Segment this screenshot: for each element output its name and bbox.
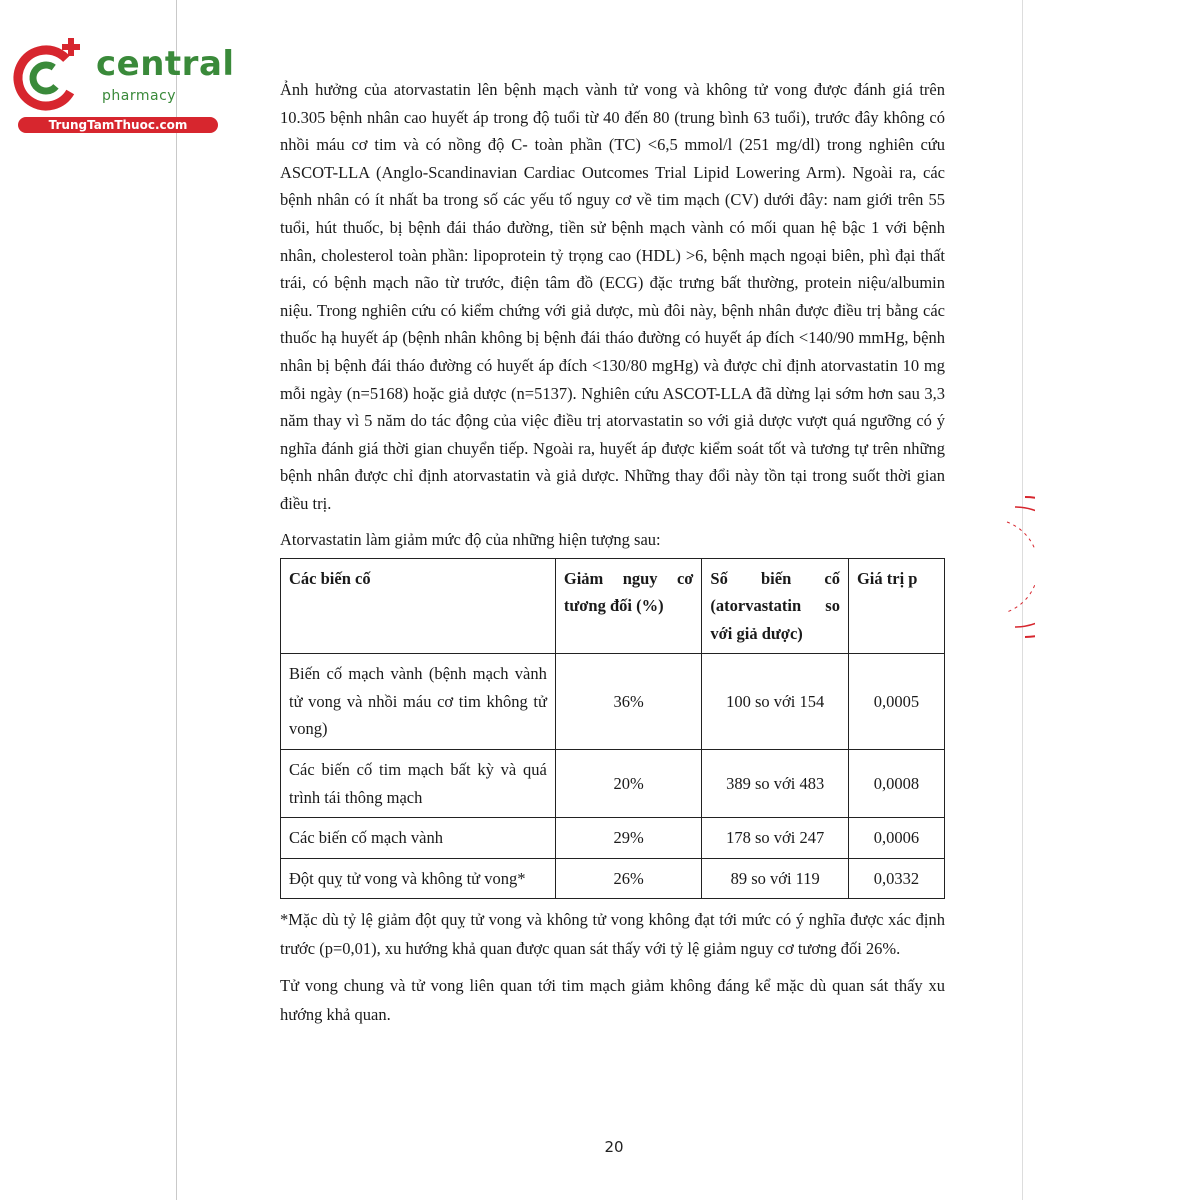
page-edge-left [176, 0, 177, 1200]
logo-url-badge: TrungTamThuoc.com [18, 117, 218, 133]
cell-relative-risk: 29% [555, 818, 702, 859]
cell-event: Biến cố mạch vành (bệnh mạch vành tử vong và nhồi máu cơ tim không tử vong) [281, 654, 556, 750]
cell-relative-risk: 36% [555, 654, 702, 750]
central-pharmacy-logo [10, 38, 235, 138]
table-row [281, 750, 945, 818]
table-row [281, 654, 945, 750]
paragraph-ascot-lla: Ảnh hưởng của atorvastatin lên bệnh mạch vành tử vong và không tử vong được đánh giá trên 10.305 bệnh nhân cao huyết áp trong độ tuổi từ 40 đến 80 (trung bình 63 tuổi), trước đây không có nhồi máu cơ tim và có nồng độ C- toàn phần (TC) <6,5 mmol/l (251 mg/dl) trong nghiên cứu ASCOT-LLA (Anglo-Scandinavian Cardiac Outcomes Trial Lipid Lowering Arm). Ngoài ra, các bệnh nhân có ít nhất ba trong số các yếu tố nguy cơ về tim mạch (CV) dưới đây: nam giới trên 55 tuổi, hút thuốc, bị bệnh đái tháo đường, tiền sử bệnh mạch vành có mối quan hệ bậc 1 với bệnh nhân, cholesterol toàn phần: lipoprotein tỷ trọng cao (HDL) >6, bệnh mạch ngoại biên, phì đại thất trái, có bệnh mạch não từ trước, điện tâm đồ (ECG) đặc trưng bất thường, protein niệu/albumin niệu. Trong nghiên cứu có kiểm chứng với giả dược, mù đôi này, bệnh nhân được điều trị bằng các thuốc hạ huyết áp (bệnh nhân không bị bệnh đái tháo đường có huyết áp đích <140/90 mmHg, bệnh nhân bị bệnh đái tháo đường có huyết áp đích <130/80 mgHg) và được chỉ định atorvastatin 10 mg mỗi ngày (n=5168) hoặc giả dược (n=5137). Nghiên cứu ASCOT-LLA đã dừng lại sớm hơn sau 3,3 năm thay vì 5 năm do tác động của việc điều trị atorvastatin so với giả dược vượt quá ngưỡng có ý nghĩa đánh giá thời gian chuyển tiếp. Ngoài ra, huyết áp được kiểm soát tốt và tương tự trên những bệnh nhân được chỉ định atorvastatin và giả dược. Những thay đổi này tồn tại trong suốt thời gian điều trị. [280, 80, 945, 513]
header-relative-risk: Giảm nguy cơ tương đối (%) [555, 558, 702, 654]
cell-p-value: 0,0332 [848, 858, 944, 899]
page-number: 20 [604, 1138, 624, 1156]
table-intro: Atorvastatin làm giảm mức độ của những hiện tượng sau: [280, 529, 661, 549]
footnote: *Mặc dù tỷ lệ giảm đột quỵ tử vong và không tử vong không đạt tới mức có ý nghĩa được xác định trước (p=0,01), xu hướng khả quan được quan sát thấy với tỷ lệ giảm nguy cơ tương đối 26%. [280, 910, 945, 959]
table-row [281, 818, 945, 859]
document-content [280, 76, 945, 1029]
cell-event-counts: 178 so với 247 [702, 818, 849, 859]
cell-event: Đột quỵ tử vong và không tử vong* [281, 858, 556, 899]
logo-subtitle: pharmacy [102, 88, 177, 104]
logo-name: central [96, 44, 235, 84]
cell-relative-risk: 20% [555, 750, 702, 818]
table-header-row [281, 558, 945, 654]
stamp-icon [985, 492, 1035, 642]
table-row [281, 858, 945, 899]
cell-event: Các biến cố tim mạch bất kỳ và quá trình tái thông mạch [281, 750, 556, 818]
cell-p-value: 0,0008 [848, 750, 944, 818]
cell-event: Các biến cố mạch vành [281, 818, 556, 859]
header-events: Các biến cố [281, 558, 556, 654]
header-event-counts: Số biến cố (atorvastatin so với giả dược) [702, 558, 849, 654]
cell-event-counts: 89 so với 119 [702, 858, 849, 899]
cell-event-counts: 389 so với 483 [702, 750, 849, 818]
paragraph-mortality: Tử vong chung và tử vong liên quan tới tim mạch giảm không đáng kể mặc dù quan sát thấy xu hướng khả quan. [280, 976, 945, 1025]
logo-mark-icon [10, 38, 88, 116]
events-table [280, 558, 945, 900]
cell-relative-risk: 26% [555, 858, 702, 899]
cell-event-counts: 100 so với 154 [702, 654, 849, 750]
cell-p-value: 0,0005 [848, 654, 944, 750]
header-p-value: Giá trị p [848, 558, 944, 654]
cell-p-value: 0,0006 [848, 818, 944, 859]
